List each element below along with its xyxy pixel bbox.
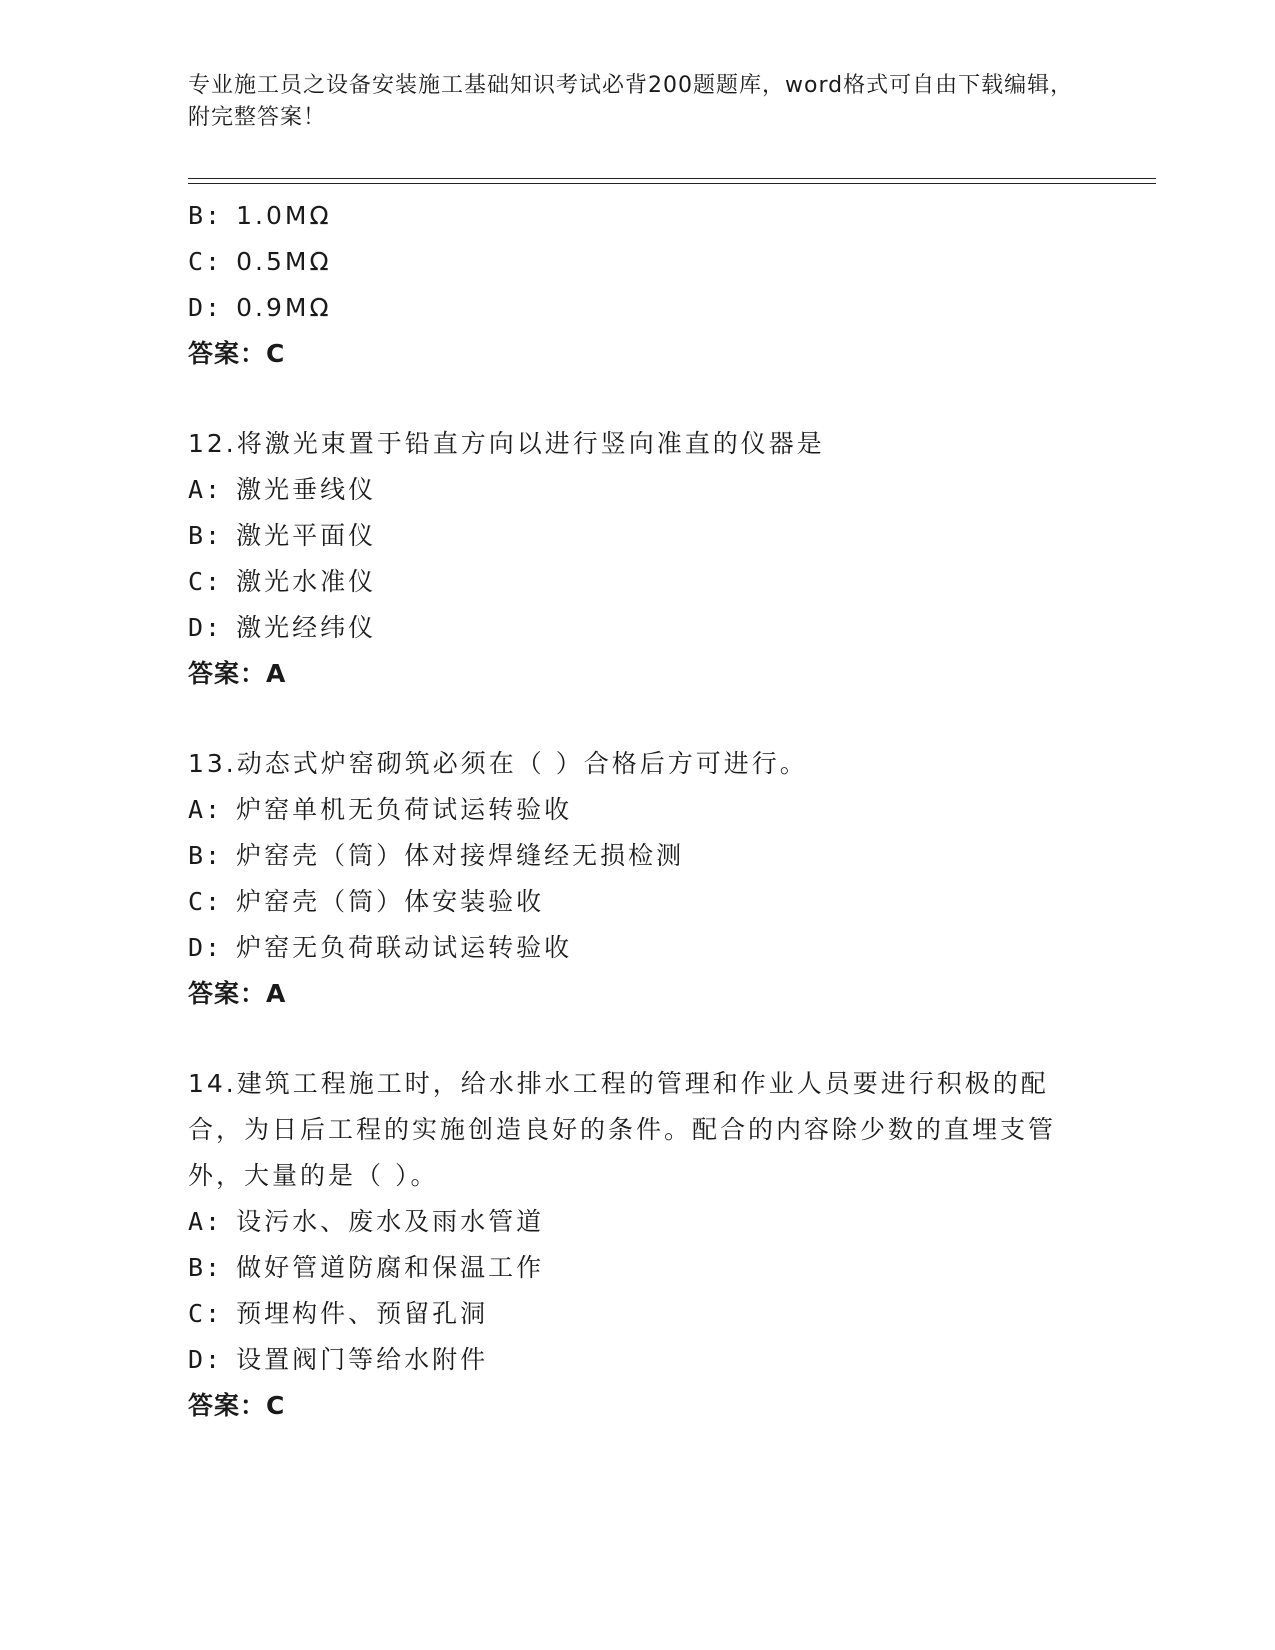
question-list xyxy=(188,193,1088,1429)
option-text: 激光平面仪 xyxy=(236,521,377,550)
option-label: B: xyxy=(188,1253,223,1282)
option-label: A: xyxy=(188,475,223,504)
option-label: B: xyxy=(188,201,223,230)
option-a xyxy=(188,787,1088,833)
option-b xyxy=(188,833,1088,879)
option-b xyxy=(188,193,1088,239)
answer-line: 答案：C xyxy=(188,1391,286,1420)
question-stem: 14.建筑工程施工时，给水排水工程的管理和作业人员要进行积极的配合，为日后工程的实施创造良好的条件。配合的内容除少数的直埋支管外，大量的是（ ）。 xyxy=(188,1069,1057,1190)
option-c xyxy=(188,239,1088,285)
answer-line: 答案：A xyxy=(188,659,287,688)
option-d xyxy=(188,605,1088,651)
option-text: 激光垂线仪 xyxy=(236,475,377,504)
question-13 xyxy=(188,741,1088,1017)
option-text: 设污水、废水及雨水管道 xyxy=(236,1207,545,1236)
option-text: 炉窑单机无负荷试运转验收 xyxy=(236,795,573,824)
option-text: 炉窑壳（筒）体安装验收 xyxy=(236,887,545,916)
question-14 xyxy=(188,1061,1088,1429)
option-label: C: xyxy=(188,567,223,596)
option-label: A: xyxy=(188,1207,223,1236)
option-text: 激光经纬仪 xyxy=(236,613,377,642)
option-c xyxy=(188,559,1088,605)
option-label: C: xyxy=(188,887,223,916)
option-text: 设置阀门等给水附件 xyxy=(236,1345,489,1374)
option-text: 0.9MΩ xyxy=(236,293,332,322)
question-12 xyxy=(188,421,1088,697)
option-label: D: xyxy=(188,933,223,962)
option-label: B: xyxy=(188,841,223,870)
option-a xyxy=(188,1199,1088,1245)
answer-line: 答案：A xyxy=(188,979,287,1008)
option-b xyxy=(188,1245,1088,1291)
option-label: D: xyxy=(188,1345,223,1374)
option-text: 1.0MΩ xyxy=(236,201,332,230)
document-header: 专业施工员之设备安装施工基础知识考试必背200题题库，word格式可自由下载编辑，附完整答案！ xyxy=(188,73,1074,130)
option-text: 激光水准仪 xyxy=(236,567,377,596)
option-a xyxy=(188,467,1088,513)
option-d xyxy=(188,1337,1088,1383)
question-stem: 12.将激光束置于铅直方向以进行竖向准直的仪器是 xyxy=(188,429,825,458)
header-divider-bottom xyxy=(188,183,1156,184)
option-text: 做好管道防腐和保温工作 xyxy=(236,1253,545,1282)
question-11-continued xyxy=(188,193,1088,377)
option-text: 0.5MΩ xyxy=(236,247,332,276)
answer-line: 答案：C xyxy=(188,339,286,368)
option-label: C: xyxy=(188,247,223,276)
option-text: 预埋构件、预留孔洞 xyxy=(236,1299,489,1328)
option-label: A: xyxy=(188,795,223,824)
option-c xyxy=(188,1291,1088,1337)
option-b xyxy=(188,513,1088,559)
option-c xyxy=(188,879,1088,925)
option-label: C: xyxy=(188,1299,223,1328)
option-text: 炉窑壳（筒）体对接焊缝经无损检测 xyxy=(236,841,685,870)
option-label: B: xyxy=(188,521,223,550)
option-label: D: xyxy=(188,293,223,322)
option-text: 炉窑无负荷联动试运转验收 xyxy=(236,933,573,962)
option-d xyxy=(188,285,1088,331)
option-d xyxy=(188,925,1088,971)
option-label: D: xyxy=(188,613,223,642)
header-divider-top xyxy=(188,178,1156,179)
question-stem: 13.动态式炉窑砌筑必须在（ ）合格后方可进行。 xyxy=(188,749,808,778)
